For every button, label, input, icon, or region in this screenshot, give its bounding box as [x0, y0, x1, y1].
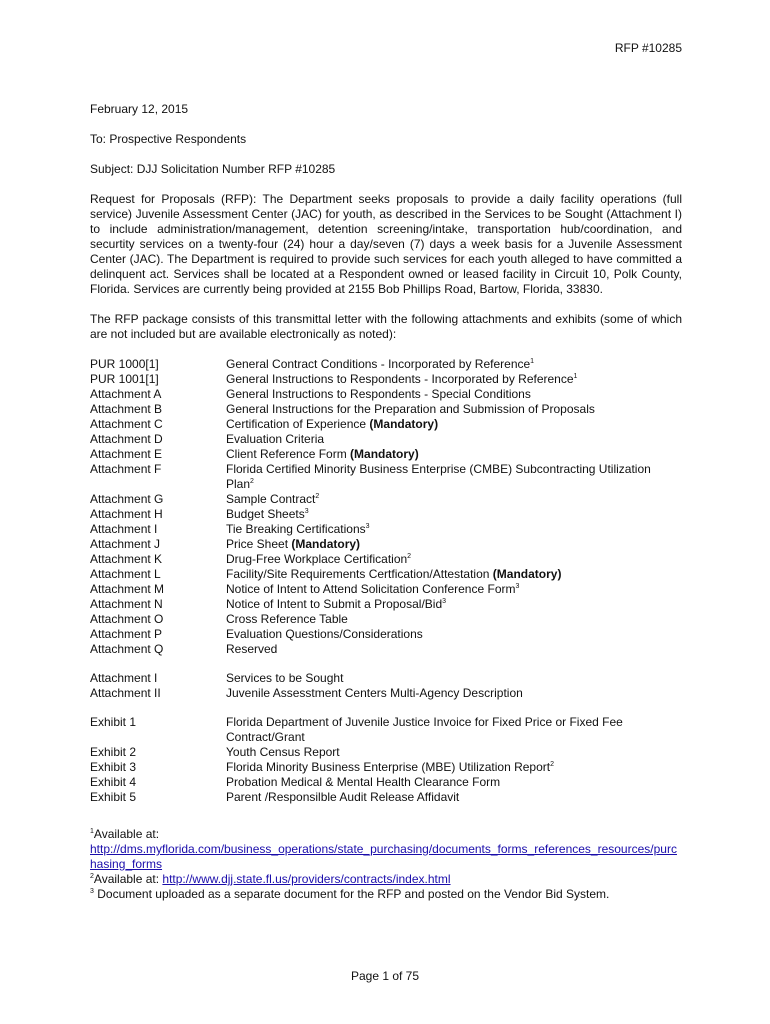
attachment-roman-row [90, 671, 682, 686]
attachment-row-footnote-ref: 1 [530, 358, 535, 365]
attachment-row-code: Attachment H [90, 507, 163, 521]
footnote-2-label: Available at: [93, 872, 163, 886]
attachment-row-footnote-ref: 2 [315, 493, 320, 500]
letter-to: To: Prospective Respondents [90, 132, 247, 146]
attachment-row-desc [226, 582, 682, 597]
attachment-row-desc [226, 552, 682, 567]
page-number-footer: Page 1 of 75 [350, 969, 420, 983]
exhibit-row [90, 790, 682, 805]
attachment-row-desc-text: Notice of Intent to Attend Solicitation Conference Form [226, 582, 516, 596]
exhibit-row-desc [226, 775, 682, 790]
attachment-row-desc-text: General Contract Conditions - Incorporated by Reference [226, 357, 531, 371]
footnotes [90, 827, 682, 902]
rfp-number-header: RFP #10285 [614, 41, 682, 55]
attachment-row-desc-text: General Instructions to Respondents - Incorporated by Reference [226, 372, 574, 386]
attachment-row-desc [226, 492, 682, 507]
attachment-row [90, 357, 682, 372]
package-intro: The RFP package consists of this transmittal letter with the following attachments and exhibits (some of which are not included but are available electronically as noted): [90, 312, 682, 341]
attachments-list [90, 357, 682, 657]
attachment-row-code: Attachment D [90, 432, 163, 446]
attachment-row [90, 642, 682, 657]
exhibit-row-desc-text: Youth Census Report [226, 745, 340, 759]
attachment-row-desc-text: Sample Contract [226, 492, 316, 506]
attachment-row-code: Attachment I [90, 522, 158, 536]
exhibit-row-code: Exhibit 5 [90, 790, 137, 804]
letter-date: February 12, 2015 [90, 102, 189, 116]
exhibit-row-desc [226, 745, 682, 760]
attachment-row-desc-text: Evaluation Questions/Considerations [226, 627, 423, 641]
attachment-row-desc-text: Cross Reference Table [226, 612, 348, 626]
attachment-row [90, 522, 682, 537]
attachment-row-desc-text: Evaluation Criteria [226, 432, 325, 446]
attachment-row-code: PUR 1000[1] [90, 357, 159, 371]
attachment-row-footnote-ref: 3 [442, 598, 447, 605]
footnote-1-link[interactable]: http://dms.myflorida.com/business_operations/state_purchasing/documents_forms_references_resources/purchasing_forms [90, 842, 677, 871]
exhibit-row-desc [226, 715, 682, 745]
exhibits-list [90, 715, 682, 805]
attachment-row [90, 372, 682, 387]
attachment-row-desc [226, 417, 682, 432]
attachment-row [90, 582, 682, 597]
attachment-row [90, 432, 682, 447]
exhibit-row-code: Exhibit 3 [90, 760, 137, 774]
attachment-row-desc-text: General Instructions to Respondents - Special Conditions [226, 387, 531, 401]
letter-intro: Request for Proposals (RFP): The Department seeks proposals to provide a daily facility operations (full service) Juvenile Assessment Center (JAC) for youth, as described in the Services to be Sought (Attachment I) to include administration/management, detention screening/intake, transportation hub/coordination, and securtity services on a twenty-four (24) hour a day/seven (7) days a week basis for a Juvenile Assessment Center (JAC). The Department is required to provide such services for each youth alleged to have committed a delinquent act. Services shall be located at a Respondent owned or leased facility in Circuit 10, Polk County, Florida. Services are currently being provided at 2155 Bob Phillips Road, Bartow, Florida, 33830. [90, 192, 682, 296]
exhibit-row-desc [226, 790, 682, 805]
letter-body [90, 102, 682, 902]
attachments-roman-list [90, 671, 682, 701]
exhibit-row-code: Exhibit 1 [90, 715, 137, 729]
attachment-row [90, 597, 682, 612]
attachment-row [90, 402, 682, 417]
attachment-row-code: Attachment B [90, 402, 163, 416]
attachment-row [90, 447, 682, 462]
exhibit-row [90, 775, 682, 790]
attachment-row-desc-text: Price Sheet [226, 537, 292, 551]
attachment-roman-row-code: Attachment II [90, 686, 161, 700]
attachment-row-desc-text: Florida Certified Minority Business Enterprise (CMBE) Subcontracting Utilization Plan [226, 462, 651, 491]
footnote-2-link[interactable]: http://www.djj.state.fl.us/providers/contracts/index.html [162, 872, 451, 886]
attachment-row [90, 387, 682, 402]
attachment-row-desc-text: General Instructions for the Preparation and Submission of Proposals [226, 402, 595, 416]
attachment-row-footnote-ref: 2 [407, 553, 412, 560]
attachment-row-code: Attachment F [90, 462, 162, 476]
footnote-1 [90, 827, 682, 872]
attachment-row-desc [226, 612, 682, 627]
attachment-row [90, 567, 682, 582]
attachment-row [90, 462, 682, 492]
exhibit-row [90, 760, 682, 775]
attachment-row-desc-text: Reserved [226, 642, 278, 656]
attachment-row-desc [226, 432, 682, 447]
attachment-row-code: Attachment J [90, 537, 161, 551]
attachment-row-desc [226, 627, 682, 642]
exhibit-row [90, 715, 682, 745]
attachment-row [90, 537, 682, 552]
attachment-row-mandatory-flag: (Mandatory) [350, 447, 419, 461]
attachment-row-code: Attachment N [90, 597, 163, 611]
attachment-row-code: Attachment L [90, 567, 161, 581]
attachment-roman-row-desc [226, 686, 682, 701]
attachment-row [90, 612, 682, 627]
attachment-row-footnote-ref: 1 [573, 373, 578, 380]
attachment-row-desc [226, 387, 682, 402]
attachment-row-footnote-ref: 3 [515, 583, 520, 590]
attachment-row-desc [226, 597, 682, 612]
attachment-row-footnote-ref: 2 [250, 478, 254, 485]
attachment-row-mandatory-flag: (Mandatory) [291, 537, 361, 551]
attachment-row-desc [226, 357, 682, 372]
exhibit-row-desc-text: Probation Medical & Mental Health Clearance Form [226, 775, 501, 789]
footnote-1-marker: 1 [90, 828, 94, 835]
attachment-row-desc [226, 372, 682, 387]
attachment-row-code: PUR 1001[1] [90, 372, 159, 386]
footnote-3-text: Document uploaded as a separate document for the RFP and posted on the Vendor Bid System. [93, 887, 610, 901]
footnote-3 [90, 887, 682, 902]
attachment-row-desc [226, 462, 682, 492]
exhibit-row-footnote-ref: 2 [550, 761, 555, 768]
attachment-row-desc [226, 522, 682, 537]
attachment-row-code: Attachment K [90, 552, 163, 566]
exhibit-row-code: Exhibit 4 [90, 775, 137, 789]
attachment-row-desc [226, 402, 682, 417]
attachment-row-desc [226, 567, 682, 582]
exhibit-row-desc-text: Florida Department of Juvenile Justice Invoice for Fixed Price or Fixed Fee Contract/Grant [226, 715, 623, 744]
footnote-1-label: Available at: [93, 827, 160, 841]
attachment-row-footnote-ref: 3 [304, 508, 309, 515]
attachment-row [90, 417, 682, 432]
attachment-row-code: Attachment C [90, 417, 163, 431]
exhibit-row [90, 745, 682, 760]
attachment-roman-row-desc-text: Services to be Sought [226, 671, 344, 685]
attachment-roman-row-desc-text: Juvenile Assesstment Centers Multi-Agency Description [226, 686, 523, 700]
attachment-row-desc-text: Budget Sheets [226, 507, 305, 521]
attachment-row-desc-text: Notice of Intent to Submit a Proposal/Bid [226, 597, 443, 611]
attachment-row [90, 627, 682, 642]
attachment-row-code: Attachment P [90, 627, 163, 641]
attachment-row-code: Attachment A [90, 387, 162, 401]
attachment-row-desc [226, 507, 682, 522]
attachment-row-desc-text: Drug-Free Workplace Certification [226, 552, 408, 566]
attachment-row-code: Attachment E [90, 447, 163, 461]
letter-subject: Subject: DJJ Solicitation Number RFP #10285 [90, 162, 336, 176]
attachment-row-desc [226, 537, 682, 552]
attachment-row-mandatory-flag: (Mandatory) [492, 567, 562, 581]
attachment-row-footnote-ref: 3 [365, 523, 370, 530]
attachment-row [90, 507, 682, 522]
exhibit-row-desc-text: Parent /Responsilble Audit Release Affidavit [226, 790, 460, 804]
attachment-row-desc [226, 642, 682, 657]
attachment-row-code: Attachment O [90, 612, 164, 626]
exhibit-row-desc-text: Florida Minority Business Enterprise (MBE) Utilization Report [226, 760, 551, 774]
attachment-roman-row-desc [226, 671, 682, 686]
attachment-row [90, 492, 682, 507]
attachment-roman-row-code: Attachment I [90, 671, 158, 685]
attachment-row-desc-text: Client Reference Form [226, 447, 351, 461]
attachment-row-desc-text: Facility/Site Requirements Certfication/Attestation [226, 567, 493, 581]
exhibit-row-desc [226, 760, 682, 775]
attachment-row-code: Attachment Q [90, 642, 164, 656]
attachment-row [90, 552, 682, 567]
attachment-row-desc-text: Tie Breaking Certifications [226, 522, 366, 536]
attachment-row-code: Attachment M [90, 582, 165, 596]
footnote-2 [90, 872, 682, 887]
footnote-2-marker: 2 [90, 873, 94, 880]
attachment-row-code: Attachment G [90, 492, 164, 506]
attachment-row-desc [226, 447, 682, 462]
attachment-roman-row [90, 686, 682, 701]
attachment-row-desc-text: Certification of Experience [226, 417, 370, 431]
footnote-3-marker: 3 [90, 888, 94, 895]
exhibit-row-code: Exhibit 2 [90, 745, 137, 759]
attachment-row-mandatory-flag: (Mandatory) [369, 417, 439, 431]
